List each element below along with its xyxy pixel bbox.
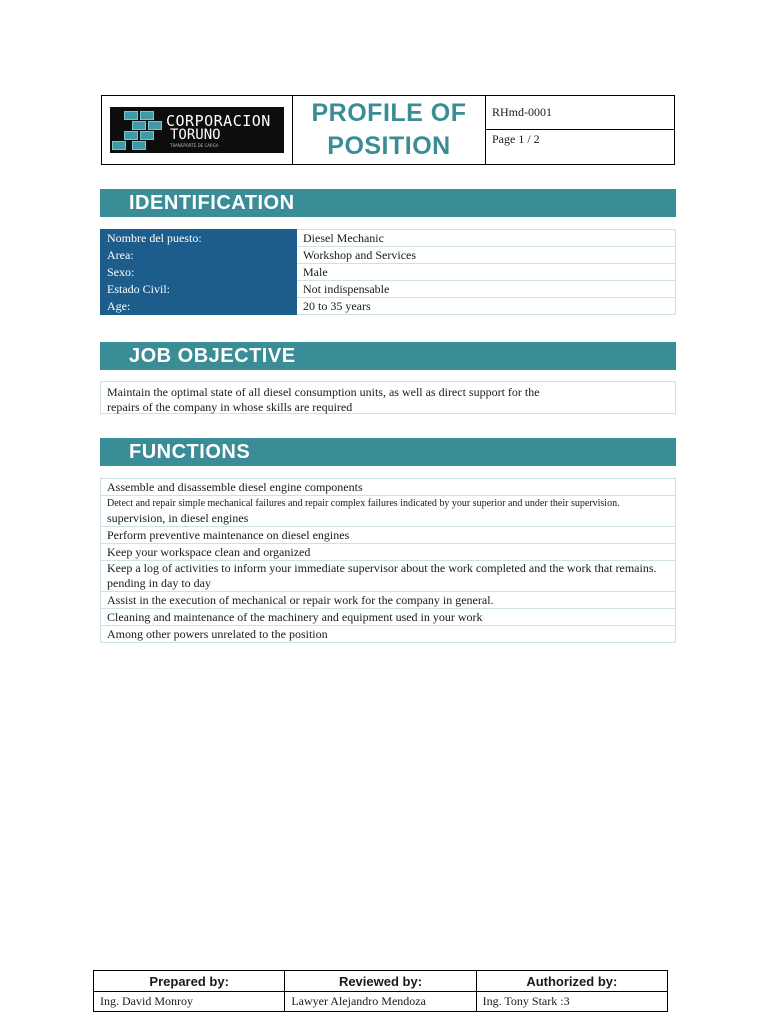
row-label: Area: bbox=[101, 247, 297, 264]
signatures-table bbox=[93, 970, 668, 1012]
function-text-line1: Keep a log of activities to inform your immediate supervisor about the work completed and the work that remains. bbox=[107, 561, 657, 575]
table-row bbox=[101, 281, 676, 298]
identification-table bbox=[100, 229, 676, 315]
function-text: Keep your workspace clean and organized bbox=[101, 544, 676, 561]
title-line1: PROFILE OF bbox=[311, 99, 467, 127]
authorized-by-label: Authorized by: bbox=[476, 971, 667, 992]
reviewed-by-label: Reviewed by: bbox=[285, 971, 476, 992]
prepared-by-label: Prepared by: bbox=[94, 971, 285, 992]
functions-table bbox=[100, 478, 676, 643]
list-item bbox=[101, 561, 676, 592]
page-number: Page 1 / 2 bbox=[492, 132, 540, 146]
logo-tagline: TRANSPORTE DE CARGA bbox=[170, 143, 219, 148]
logo-text-line2: TORUNO bbox=[170, 127, 221, 143]
function-text bbox=[101, 561, 676, 592]
list-item bbox=[101, 592, 676, 609]
objective-line1: Maintain the optimal state of all diesel consumption units, as well as direct support for the bbox=[107, 385, 540, 399]
function-text-line2: pending in day to day bbox=[107, 576, 211, 590]
function-text: Among other powers unrelated to the position bbox=[101, 626, 676, 643]
function-text: Assemble and disassemble diesel engine components bbox=[101, 479, 676, 496]
row-value: 20 to 35 years bbox=[297, 298, 676, 315]
list-item bbox=[101, 496, 676, 527]
prepared-by-name: Ing. David Monroy bbox=[94, 992, 285, 1012]
table-row bbox=[101, 247, 676, 264]
document-title bbox=[293, 96, 486, 164]
row-label: Age: bbox=[101, 298, 297, 315]
functions-heading: FUNCTIONS bbox=[100, 438, 676, 466]
table-row bbox=[101, 230, 676, 247]
function-text-line2: supervision, in diesel engines bbox=[107, 511, 249, 525]
function-text: Cleaning and maintenance of the machinery and equipment used in your work bbox=[101, 609, 676, 626]
authorized-by-name: Ing. Tony Stark :3 bbox=[476, 992, 667, 1012]
row-label: Estado Civil: bbox=[101, 281, 297, 298]
document-code: RHmd-0001 bbox=[486, 96, 674, 130]
function-text: Assist in the execution of mechanical or repair work for the company in general. bbox=[101, 592, 676, 609]
objective-line2: repairs of the company in whose skills are required bbox=[107, 400, 353, 414]
row-value: Workshop and Services bbox=[297, 247, 676, 264]
row-label: Sexo: bbox=[101, 264, 297, 281]
list-item bbox=[101, 626, 676, 643]
row-value: Diesel Mechanic bbox=[297, 230, 676, 247]
identification-heading: IDENTIFICATION bbox=[100, 189, 676, 217]
logo-text-line1: CORPORACION bbox=[166, 112, 271, 130]
list-item bbox=[101, 609, 676, 626]
reviewed-by-name: Lawyer Alejandro Mendoza bbox=[285, 992, 476, 1012]
function-text bbox=[101, 496, 676, 527]
company-logo bbox=[110, 107, 284, 153]
table-row bbox=[101, 298, 676, 315]
row-value: Not indispensable bbox=[297, 281, 676, 298]
document-code-cell bbox=[486, 96, 674, 164]
job-objective-heading: JOB OBJECTIVE bbox=[100, 342, 676, 370]
table-row bbox=[101, 264, 676, 281]
row-value: Male bbox=[297, 264, 676, 281]
row-label: Nombre del puesto: bbox=[101, 230, 297, 247]
list-item bbox=[101, 479, 676, 496]
signature-header-row bbox=[94, 971, 668, 992]
list-item bbox=[101, 544, 676, 561]
job-objective-text bbox=[100, 381, 676, 414]
document-header bbox=[101, 95, 675, 165]
list-item bbox=[101, 527, 676, 544]
function-text: Perform preventive maintenance on diesel engines bbox=[101, 527, 676, 544]
function-text-line1: Detect and repair simple mechanical failures and repair complex failures indicated by your superior and under their supervision. bbox=[107, 498, 620, 509]
title-line2: POSITION bbox=[327, 132, 451, 160]
signature-names-row bbox=[94, 992, 668, 1012]
logo-cell bbox=[102, 96, 293, 164]
